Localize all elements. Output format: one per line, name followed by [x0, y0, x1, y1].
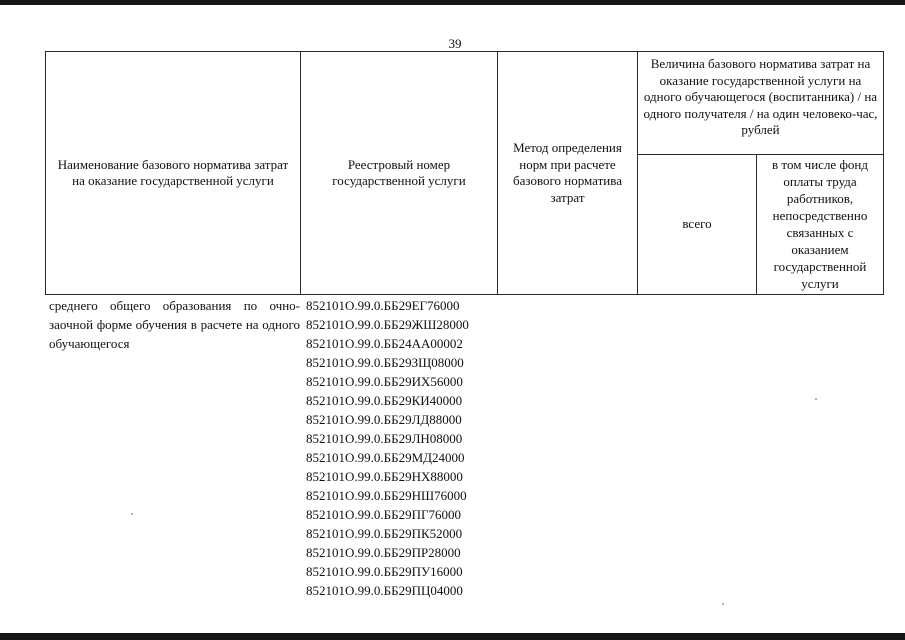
registry-code-item: 852101О.99.0.ББ29ПЦ04000 — [306, 583, 463, 598]
registry-code-item: 852101О.99.0.ББ29НХ88000 — [306, 469, 463, 484]
scan-speck — [131, 513, 133, 515]
header-method-cell — [497, 51, 638, 295]
header-total-label: всего — [682, 216, 712, 232]
registry-code-item: 852101О.99.0.ББ29ЖШ28000 — [306, 317, 469, 332]
registry-code-item: 852101О.99.0.ББ29ПУ16000 — [306, 564, 463, 579]
header-value-label: Величина базового норматива затрат на оказание государственной услуги на одного обучающегося (воспитанника) / на одного получателя / на один человеко-час, рублей — [643, 56, 878, 137]
registry-code-item: 852101О.99.0.ББ24АА00002 — [306, 336, 463, 351]
registry-code-item: 852101О.99.0.ББ29ИХ56000 — [306, 374, 463, 389]
scan-speck — [815, 398, 817, 400]
header-name-cell — [45, 51, 301, 295]
header-registry-label: Реестровый номер государственной услуги — [332, 156, 466, 188]
registry-code-item: 852101О.99.0.ББ29ПК52000 — [306, 526, 463, 541]
registry-code-item: 852101О.99.0.ББ29ПГ76000 — [306, 507, 461, 522]
scan-speck — [722, 603, 724, 605]
header-including-cell — [756, 154, 884, 295]
registry-code-item: 852101О.99.0.ББ29ЛД88000 — [306, 412, 462, 427]
registry-code-item: 852101О.99.0.ББ29ЕГ76000 — [306, 298, 460, 313]
header-method-label: Метод определения норм при расчете базового норматива затрат — [513, 140, 622, 205]
row-service-name: среднего общего образования по очно-заочной форме обучения в расчете на одного обучающегося — [49, 298, 300, 351]
registry-code-item: 852101О.99.0.ББ29ЛН08000 — [306, 431, 463, 446]
registry-code-item: 852101О.99.0.ББ29ЗЩ08000 — [306, 355, 464, 370]
top-border — [0, 0, 905, 5]
header-registry-cell — [300, 51, 498, 295]
header-value-cell — [637, 51, 884, 155]
header-including-label: в том числе фонд оплаты труда работников, непосредственно связанных с оказанием государственной услуги — [772, 157, 868, 291]
registry-code-item: 852101О.99.0.ББ29МД24000 — [306, 450, 465, 465]
header-total-cell — [637, 154, 757, 295]
header-name-label: Наименование базового норматива затрат на оказание государственной услуги — [57, 156, 289, 188]
bottom-border — [0, 633, 905, 640]
registry-codes-list — [306, 296, 469, 600]
registry-code-item: 852101О.99.0.ББ29ПР28000 — [306, 545, 461, 560]
page-number: 39 — [448, 36, 462, 51]
registry-code-item: 852101О.99.0.ББ29КИ40000 — [306, 393, 463, 408]
registry-code-item: 852101О.99.0.ББ29НШ76000 — [306, 488, 467, 503]
